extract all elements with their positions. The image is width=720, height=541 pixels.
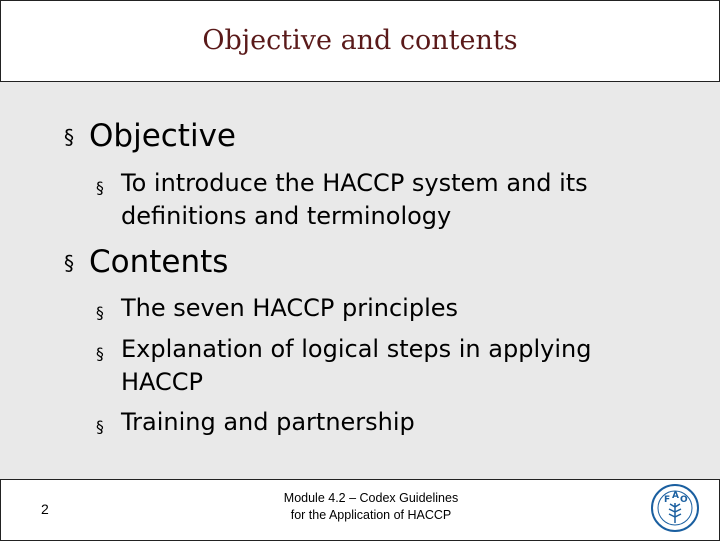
objective-heading: Objective <box>89 118 236 154</box>
svg-text:F: F <box>664 495 671 505</box>
svg-text:A: A <box>672 491 679 501</box>
slide-title-bar <box>0 0 720 82</box>
bullet-contents <box>64 244 228 280</box>
fao-logo-icon <box>650 483 700 533</box>
bullet-marker-icon: § <box>96 304 104 323</box>
bullet-marker-icon: § <box>64 125 75 150</box>
slide-footer <box>0 479 720 541</box>
bullet-marker-icon: § <box>96 345 104 364</box>
slide-title: Objective and contents <box>202 25 518 56</box>
page-number: 2 <box>41 501 49 517</box>
footer-module-text: Module 4.2 – Codex Guidelines for the Application of HACCP <box>283 491 459 522</box>
contents-item: § Training and partnership <box>96 406 636 439</box>
contents-heading: Contents <box>89 244 229 280</box>
bullet-marker-icon: § <box>64 251 75 276</box>
bullet-marker-icon: § <box>96 179 104 198</box>
bullet-objective <box>64 118 236 154</box>
contents-item: § The seven HACCP principles <box>96 292 636 325</box>
contents-item: § Explanation of logical steps in applying HACCP <box>96 335 592 396</box>
svg-text:O: O <box>680 495 688 505</box>
slide-content <box>0 82 720 479</box>
bullet-marker-icon: § <box>96 418 104 437</box>
objective-item: § To introduce the HACCP system and its definitions and terminology <box>96 169 588 230</box>
